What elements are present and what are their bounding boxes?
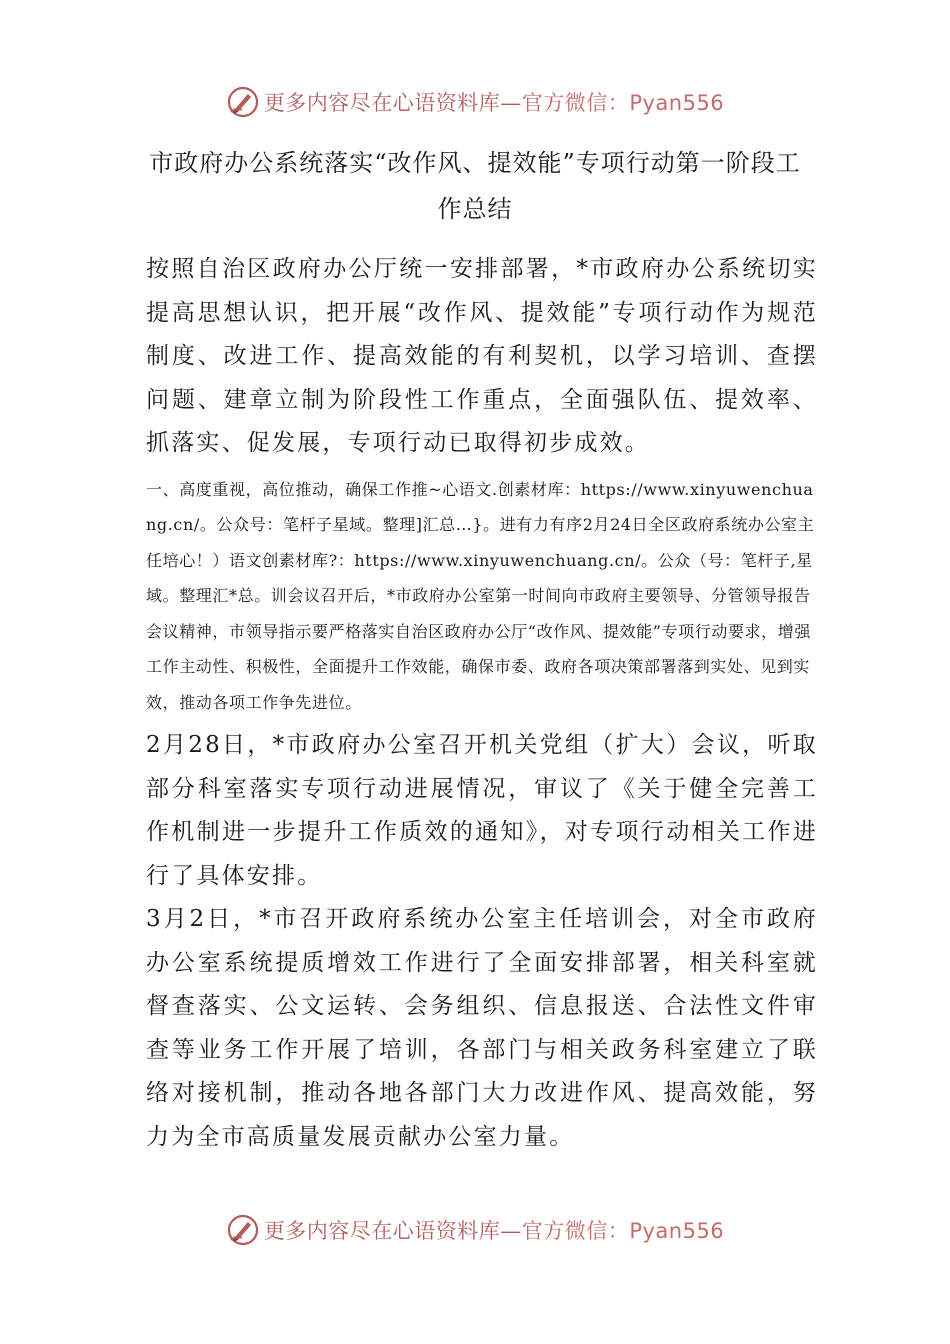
banner-text [264, 1215, 724, 1245]
banner-slogan: 更多内容尽在心语资料库 [263, 91, 501, 115]
mar2-paragraph: 3月2日，*市召开政府系统办公室主任培训会，对全市政府办公室系统提质增效工作进行了全面安排部署，相关科室就督查落实、公文运转、会务组织、信息报送、合法性文件审查等业务工作开展了培训，各部门与相关政务科室建立了联络对接机制，推动各地各部门大力改进作风、提高效能，努力为全市高质量发展贡献办公室力量。 [146, 906, 818, 1150]
pen-logo-icon [226, 1213, 260, 1247]
banner-separator: — [500, 1219, 522, 1243]
pen-logo-icon [226, 85, 260, 119]
banner-wechat-id: Pyan556 [629, 91, 725, 115]
banner-slogan: 更多内容尽在心语资料库 [263, 1219, 501, 1243]
top-banner [0, 82, 950, 122]
banner-separator: — [500, 91, 522, 115]
banner-wechat-label: 官方微信： [521, 1219, 630, 1243]
bottom-banner [0, 1210, 950, 1250]
document-title: 市政府办公系统落实“改作风、提效能”专项行动第一阶段工作总结 [149, 149, 801, 223]
banner-wechat-label: 官方微信： [521, 91, 630, 115]
banner-wechat-id: Pyan556 [629, 1219, 725, 1243]
intro-paragraph: 按照自治区政府办公厅统一安排部署，*市政府办公系统切实提高思想认识，把开展“改作风、提效能”专项行动作为规范制度、改进工作、提高效能的有利契机，以学习培训、查摆问题、建章立制为阶段性工作重点，全面强队伍、提效率、抓落实、促发展，专项行动已取得初步成效。 [146, 256, 818, 456]
banner-text [264, 87, 724, 117]
document-body [146, 248, 818, 1159]
section-one-paragraph: 一、高度重视，高位推动，确保工作推~心语文.创素材库：https://www.xinyuwenchuang.cn/。公众号：笔杆子星域。整理]汇总…}。进有力有序2月24日全区政府系统办公室主任培心！）语文创素材库?：https://www.xinyuwenchuang.cn/。公众（号：笔杆子,星域。整理汇*总。训会议召开后，*市政府办公室第一时间向市政府主要领导、分管领导报告会议精神，市领导指示要严格落实自治区政府办公厅“改作风、提效能”专项行动要求，增强工作主动性、积极性，全面提升工作效能，确保市委、政府各项决策部署落到实处、见到实效，推动各项工作争先进位。 [146, 479, 815, 712]
feb28-paragraph: 2月28日，*市政府办公室召开机关党组（扩大）会议，听取部分科室落实专项行动进展情况，审议了《关于健全完善工作机制进一步提升工作质效的通知》，对专项行动相关工作进行了具体安排。 [146, 732, 818, 889]
